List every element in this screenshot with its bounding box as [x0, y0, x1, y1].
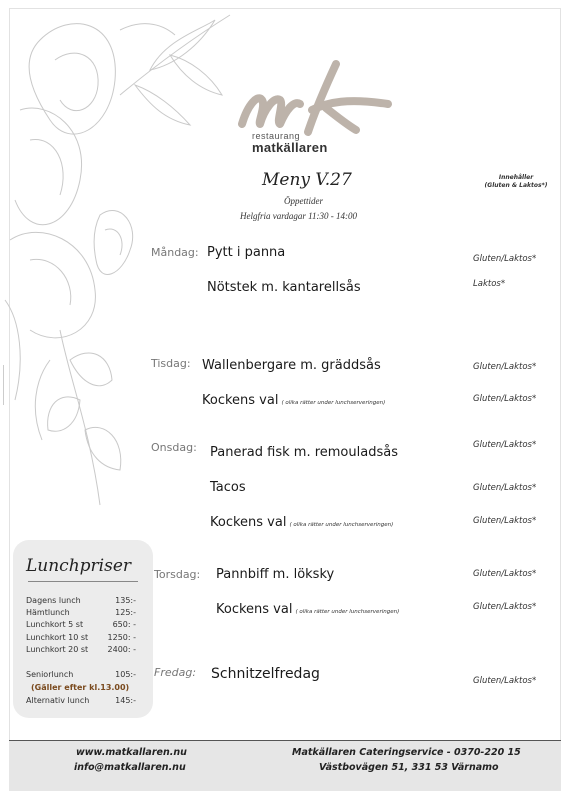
menu-title: Meny V.27 — [262, 170, 352, 190]
senior-lunch-note: (Gäller efter kl.13.00) — [31, 683, 130, 692]
allergen-monday-2: Laktos* — [473, 279, 506, 289]
dish-friday-1: Schnitzelfredag — [211, 666, 320, 682]
dish-thursday-2: Kockens val ( olika rätter under lunchserveringen) — [216, 602, 400, 617]
dish-tuesday-2: Kockens val ( olika rätter under lunchserveringen) — [202, 393, 386, 408]
opening-hours-value: Helgfria vardagar 11:30 - 14:00 — [240, 211, 357, 221]
footer-email: info@matkallaren.nu — [74, 762, 186, 773]
allergen-heading: Innehåller — [498, 174, 534, 181]
dish-note: ( olika rätter under lunchserveringen) — [281, 400, 386, 406]
opening-hours-label: Öppettider — [284, 196, 323, 206]
dish-wednesday-3: Kockens val ( olika rätter under lunchserveringen) — [210, 515, 394, 530]
day-label-tuesday: Tisdag: — [151, 357, 191, 370]
footer-website: www.matkallaren.nu — [76, 747, 187, 758]
allergen-wednesday-1: Gluten/Laktos* — [473, 440, 537, 450]
dish-monday-1: Pytt i panna — [207, 245, 286, 260]
dish-wednesday-1: Panerad fisk m. remouladsås — [210, 445, 398, 460]
lunch-prices-underline — [28, 581, 138, 582]
dish-wednesday-2: Tacos — [210, 480, 246, 495]
day-label-wednesday: Onsdag: — [151, 441, 197, 454]
day-label-friday: Fredag: — [154, 666, 197, 679]
logo-name: matkällaren — [252, 140, 328, 155]
allergen-tuesday-1: Gluten/Laktos* — [473, 362, 537, 372]
allergen-monday-1: Gluten/Laktos* — [473, 254, 537, 264]
lunch-prices-title: Lunchpriser — [26, 556, 132, 576]
footer-address: Västbovägen 51, 331 53 Värnamo — [319, 762, 499, 773]
dish-note: ( olika rätter under lunchserveringen) — [289, 522, 394, 528]
day-label-thursday: Torsdag: — [154, 568, 201, 581]
allergen-friday-1: Gluten/Laktos* — [473, 676, 537, 686]
logo-subtitle: restaurang — [252, 131, 301, 141]
footer-company: Matkällaren Cateringservice - 0370-220 15 — [292, 747, 521, 758]
day-label-monday: Måndag: — [151, 246, 199, 259]
allergen-heading-detail: (Gluten & Laktos*) — [484, 182, 548, 189]
allergen-tuesday-2: Gluten/Laktos* — [473, 394, 537, 404]
dish-thursday-1: Pannbiff m. löksky — [216, 567, 335, 582]
dish-monday-2: Nötstek m. kantarellsås — [207, 280, 361, 295]
dish-tuesday-1: Wallenbergare m. gräddsås — [202, 358, 381, 373]
dish-note: ( olika rätter under lunchserveringen) — [295, 609, 400, 615]
allergen-wednesday-2: Gluten/Laktos* — [473, 483, 537, 493]
allergen-thursday-1: Gluten/Laktos* — [473, 569, 537, 579]
allergen-wednesday-3: Gluten/Laktos* — [473, 516, 537, 526]
allergen-thursday-2: Gluten/Laktos* — [473, 602, 537, 612]
floral-illustration — [0, 0, 240, 520]
